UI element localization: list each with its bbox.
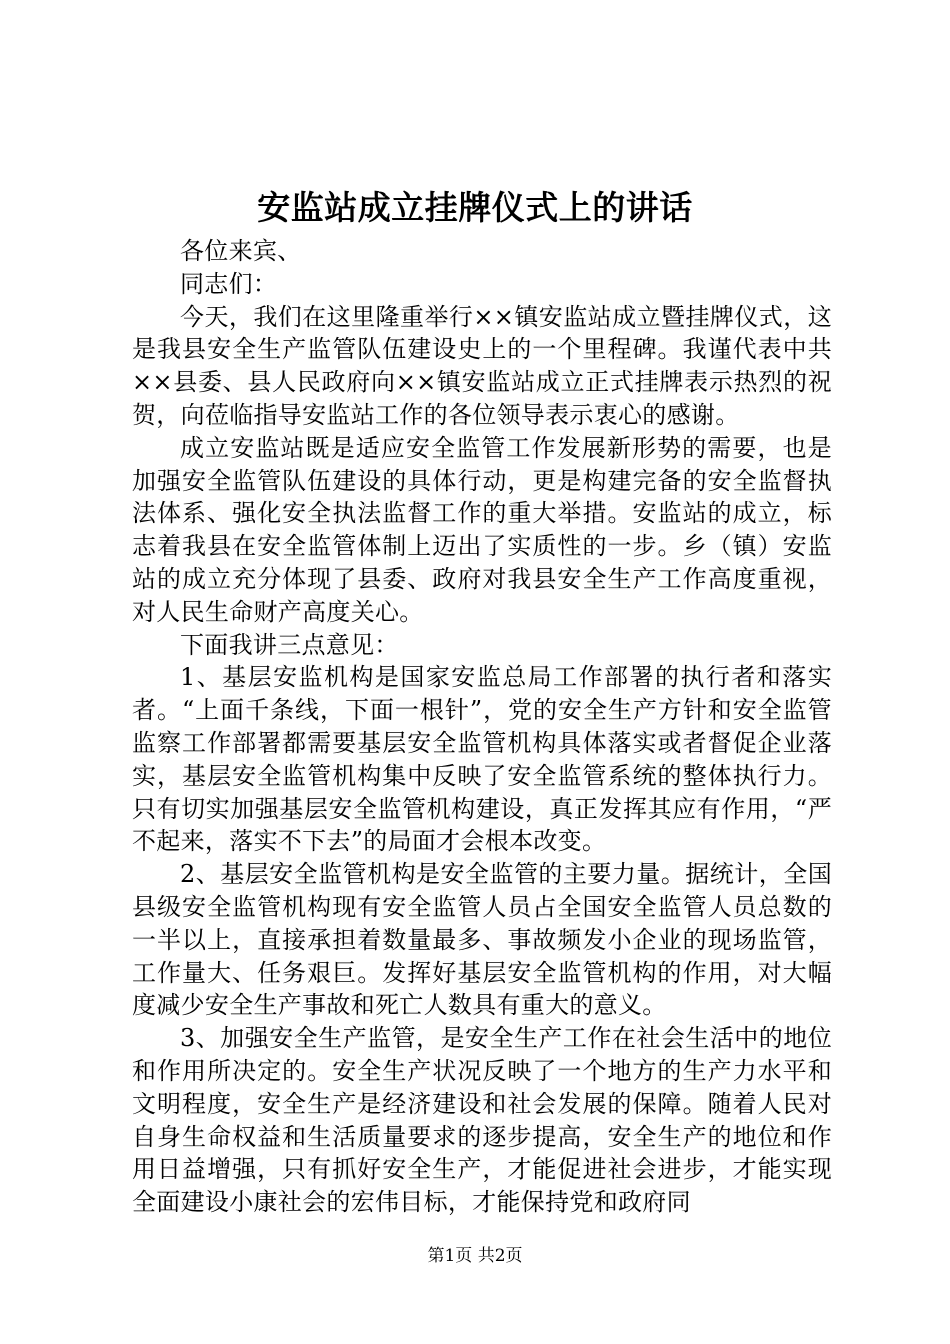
paragraph-intro-points: 下面我讲三点意见： bbox=[180, 630, 399, 659]
document-title: 安监站成立挂牌仪式上的讲话 bbox=[257, 188, 693, 227]
paragraph-point-2: 2、基层安全监管机构是安全监管的主要力量。据统计，全国县级安全监管机构现有安全监管人员占全国安全监管人员总数的一半以上，直接承担着数量最多、事故频发小企业的现场监管，工作量大、任务艰巨。发挥好基层安全监管机构的作用，对大幅度减少安全生产事故和死亡人数具有重大的意义。 bbox=[132, 860, 832, 1020]
page-number-footer: 第1页 共2页 bbox=[427, 1246, 523, 1266]
paragraph-point-1: 1、基层安监机构是国家安监总局工作部署的执行者和落实者。“上面千条线，下面一根针”，党的安全生产方针和安全监管监察工作部署都需要基层安全监管机构具体落实或者督促企业落实，基层安全监管机构集中反映了安全监管系统的整体执行力。只有切实加强基层安全监管机构建设，真正发挥其应有作用，“严不起来，落实不下去”的局面才会根本改变。 bbox=[132, 663, 832, 856]
paragraph-point-3: 3、加强安全生产监管，是安全生产工作在社会生活中的地位和作用所决定的。安全生产状况反映了一个地方的生产力水平和文明程度，安全生产是经济建设和社会发展的保障。随着人民对自身生命权益和生活质量要求的逐步提高，安全生产的地位和作用日益增强，只有抓好安全生产，才能促进社会进步，才能实现全面建设小康社会的宏伟目标，才能保持党和政府同 bbox=[132, 1024, 832, 1217]
paragraph-significance: 成立安监站既是适应安全监管工作发展新形势的需要，也是加强安全监管队伍建设的具体行动，更是构建完备的安全监督执法体系、强化安全执法监督工作的重大举措。安监站的成立，标志着我县在安全监管体制上迈出了实质性的一步。乡（镇）安监站的成立充分体现了县委、政府对我县安全生产工作高度重视，对人民生命财产高度关心。 bbox=[132, 433, 832, 626]
paragraph-opening: 今天，我们在这里隆重举行××镇安监站成立暨挂牌仪式，这是我县安全生产监管队伍建设史上的一个里程碑。我谨代表中共××县委、县人民政府向××镇安监站成立正式挂牌表示热烈的祝贺，向莅临指导安监站工作的各位领导表示衷心的感谢。 bbox=[132, 302, 832, 429]
document-body bbox=[132, 235, 832, 1219]
salutation-comrades: 同志们： bbox=[180, 269, 278, 298]
salutation-guests: 各位来宾、 bbox=[180, 237, 302, 265]
